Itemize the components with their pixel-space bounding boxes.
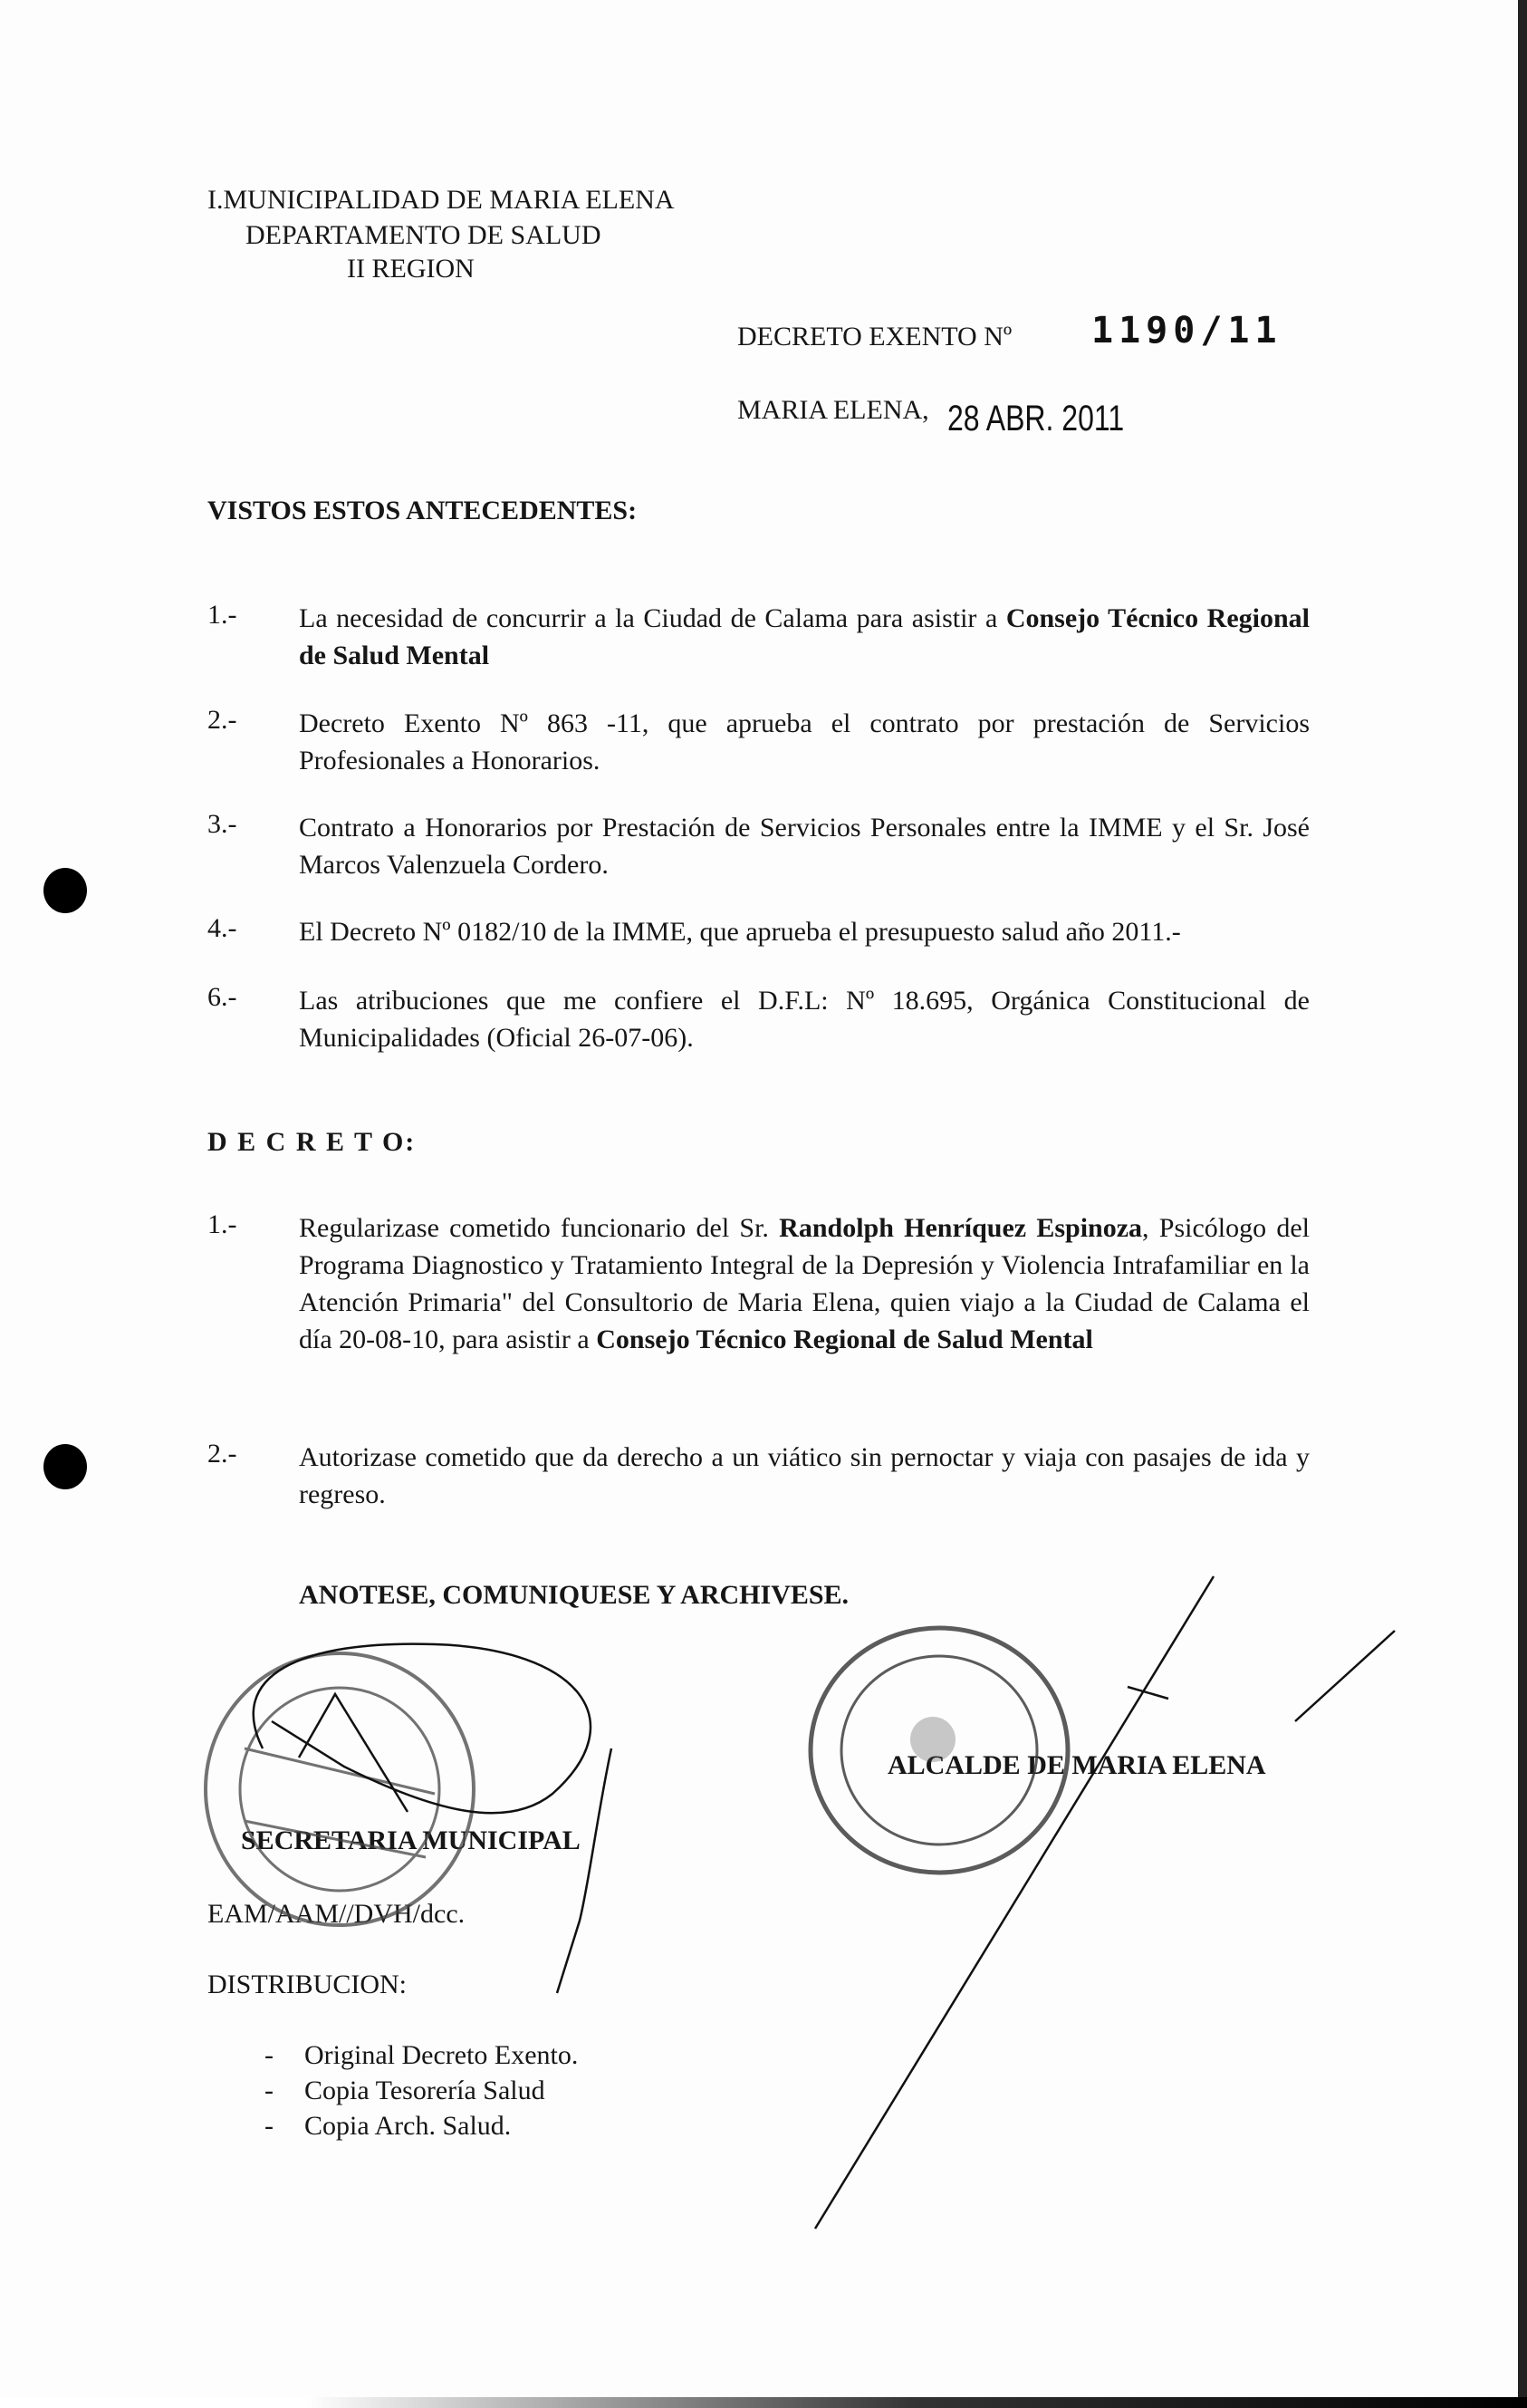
- secretaria-stamp: [206, 1653, 474, 1925]
- item-text: Regularizase cometido funcionario del Sr.: [299, 1213, 780, 1243]
- item-number: 6.-: [207, 982, 237, 1012]
- item-text: , Psicólogo del Programa Diagnostico y Tratamiento Integral de la Depresión y Violencia Intrafamiliar en la Atención Primaria" del Consultorio de Maria Elena, quien viajo a la Ciudad de Calama el día 20-08-10, para asistir a: [299, 1213, 1310, 1354]
- vistos-item: Las atribuciones que me confiere el D.F.L: Nº 18.695, Orgánica Constitucional de Municipalidades (Oficial 26-07-06).: [299, 986, 1310, 1053]
- distribution-item: Original Decreto Exento.: [304, 2040, 579, 2070]
- item-number: 1.-: [207, 1209, 237, 1239]
- header-region: II REGION: [347, 254, 475, 284]
- bullet-dash: -: [264, 2076, 274, 2105]
- distribution-item: Copia Arch. Salud.: [304, 2111, 512, 2141]
- item-number: 2.-: [207, 705, 237, 735]
- decreto-item: Autorizase cometido que da derecho a un viático sin pernoctar y viaja con pasajes de ida y regreso.: [299, 1442, 1310, 1509]
- signature-alcalde: ALCALDE DE MARIA ELENA: [888, 1750, 1266, 1780]
- decree-number: 1190/11: [1091, 310, 1282, 352]
- bullet-dash: -: [264, 2111, 274, 2141]
- item-number: 1.-: [207, 600, 237, 630]
- decreto-item: [299, 1209, 1310, 1358]
- vistos-item: Contrato a Honorarios por Prestación de Servicios Personales entre la IMME y el Sr. José Marcos Valenzuela Cordero.: [299, 813, 1310, 880]
- item-text: La necesidad de concurrir a la Ciudad de Calama para asistir a: [299, 603, 1006, 633]
- item-bold-text: Consejo Técnico Regional de Salud Mental: [596, 1324, 1093, 1354]
- signature-secretaria: SECRETARIA MUNICIPAL: [241, 1825, 581, 1855]
- item-number: 2.-: [207, 1439, 237, 1469]
- bullet-dash: -: [264, 2040, 274, 2070]
- vistos-title: VISTOS ESTOS ANTECEDENTES:: [207, 496, 638, 525]
- vistos-item: [299, 600, 1310, 674]
- item-bold-text: Consejo Técnico Regional de Salud Mental: [299, 603, 1310, 670]
- person-name: Randolph Henríquez Espinoza: [779, 1213, 1143, 1243]
- distribution-item: Copia Tesorería Salud: [304, 2076, 545, 2105]
- decreto-title: D E C R E T O:: [207, 1127, 417, 1157]
- header-municipality: I.MUNICIPALIDAD DE MARIA ELENA: [207, 185, 675, 215]
- item-number: 4.-: [207, 913, 237, 943]
- vistos-item: Decreto Exento Nº 863 -11, que aprueba el contrato por prestación de Servicios Profesionales a Honorarios.: [299, 708, 1310, 775]
- place-label: MARIA ELENA,: [737, 395, 929, 425]
- item-number: 3.-: [207, 809, 237, 839]
- punch-hole: [43, 1444, 87, 1489]
- punch-hole: [43, 868, 87, 913]
- scan-edge-bottom: [0, 2397, 1527, 2408]
- header-department: DEPARTAMENTO DE SALUD: [245, 220, 601, 250]
- closing-formula: ANOTESE, COMUNIQUESE Y ARCHIVESE.: [299, 1580, 850, 1610]
- decree-date: 28 ABR. 2011: [947, 399, 1125, 438]
- scan-edge: [1518, 0, 1527, 2408]
- distribution-title: DISTRIBUCION:: [207, 1970, 408, 1999]
- decree-label: DECRETO EXENTO Nº: [737, 322, 1013, 352]
- vistos-item: El Decreto Nº 0182/10 de la IMME, que aprueba el presupuesto salud año 2011.-: [299, 917, 1181, 947]
- initials: EAM/AAM//DVH/dcc.: [207, 1899, 466, 1929]
